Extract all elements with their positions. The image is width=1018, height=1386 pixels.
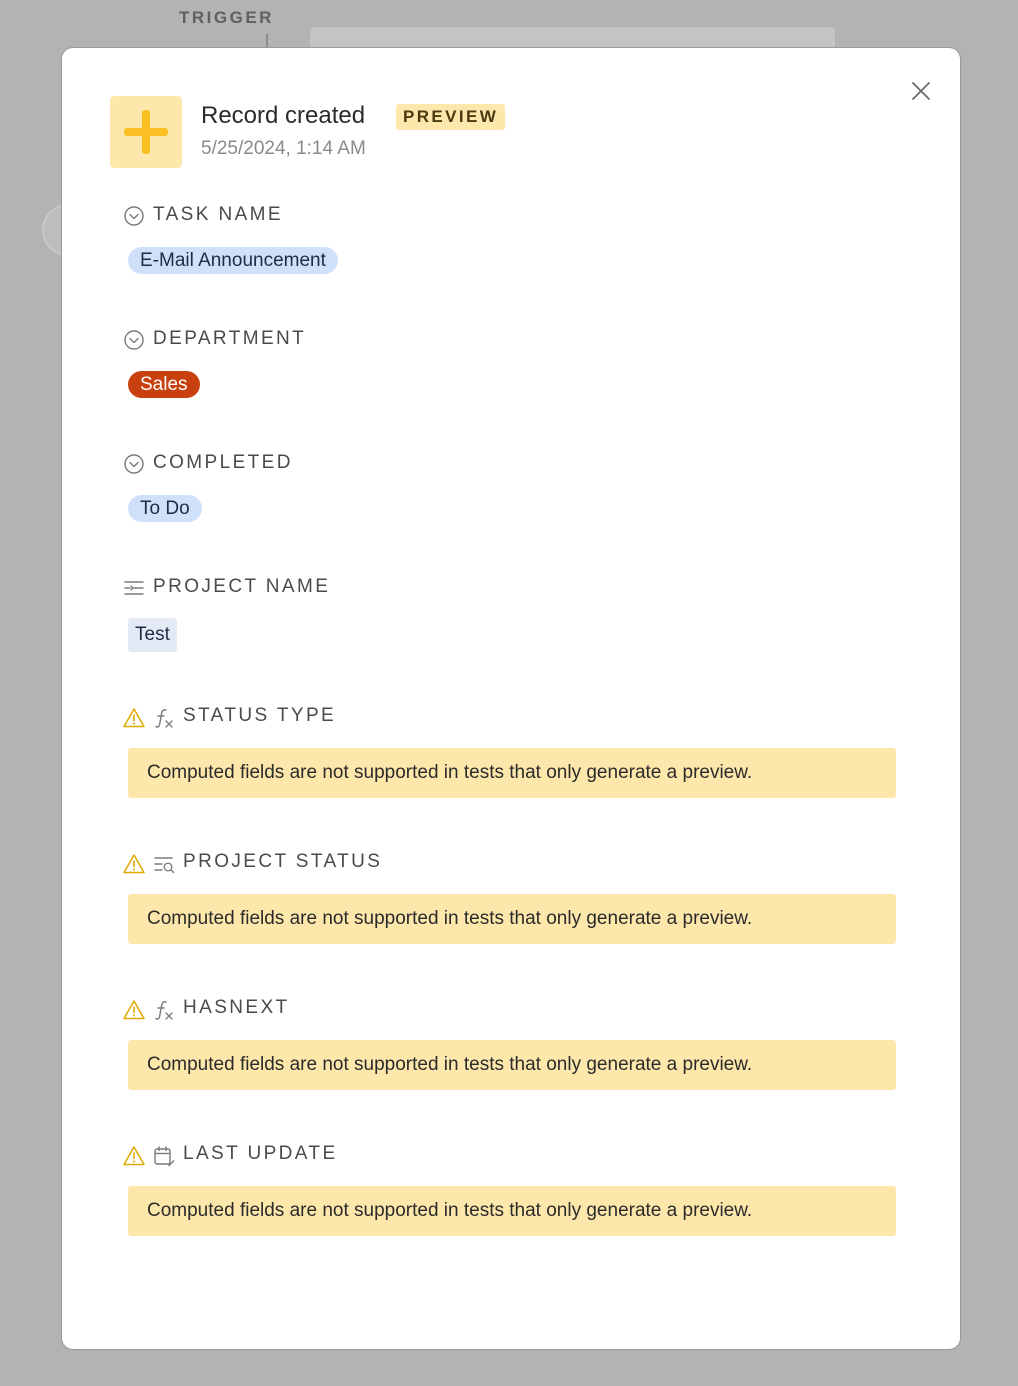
chevron-down-circle-icon [123, 329, 145, 351]
field-value-task-name: E-Mail Announcement [128, 247, 338, 274]
field-value-department: Sales [128, 371, 200, 398]
field-value-completed: To Do [128, 495, 202, 522]
warning-icon [123, 1145, 145, 1167]
warning-icon [123, 707, 145, 729]
field-label-task-name: TASK NAME [153, 204, 283, 225]
preview-badge: PREVIEW [396, 104, 505, 130]
field-label-completed: COMPLETED [153, 452, 293, 473]
lookup-lines-icon [123, 577, 145, 599]
field-label-hasnext: HASNEXT [183, 997, 290, 1018]
chevron-down-circle-icon [123, 205, 145, 227]
computed-field-warning: Computed fields are not supported in tests that only generate a preview. [128, 1040, 896, 1090]
field-label-project-status: PROJECT STATUS [183, 851, 383, 872]
plus-icon [110, 96, 182, 168]
chevron-down-circle-icon [123, 453, 145, 475]
field-label-department: DEPARTMENT [153, 328, 307, 349]
computed-field-warning: Computed fields are not supported in tests that only generate a preview. [128, 1186, 896, 1236]
close-button[interactable] [909, 79, 933, 103]
computed-field-warning: Computed fields are not supported in tests that only generate a preview. [128, 894, 896, 944]
record-timestamp: 5/25/2024, 1:14 AM [201, 138, 366, 159]
warning-icon [123, 853, 145, 875]
field-value-project-name: Test [128, 618, 177, 652]
lookup-search-icon [153, 853, 175, 875]
field-label-status-type: STATUS TYPE [183, 705, 337, 726]
warning-icon [123, 999, 145, 1021]
close-icon [909, 79, 933, 103]
computed-field-warning: Computed fields are not supported in tests that only generate a preview. [128, 748, 896, 798]
field-label-last-update: LAST UPDATE [183, 1143, 338, 1164]
background-trigger-label: TRIGGER [179, 8, 274, 27]
field-label-project-name: PROJECT NAME [153, 576, 331, 597]
dialog-title: Record created [201, 102, 366, 129]
record-preview-dialog [61, 47, 961, 1350]
formula-icon [153, 999, 175, 1021]
trigger-type-icon [110, 96, 182, 168]
calendar-edit-icon [153, 1145, 175, 1167]
formula-icon [153, 707, 175, 729]
